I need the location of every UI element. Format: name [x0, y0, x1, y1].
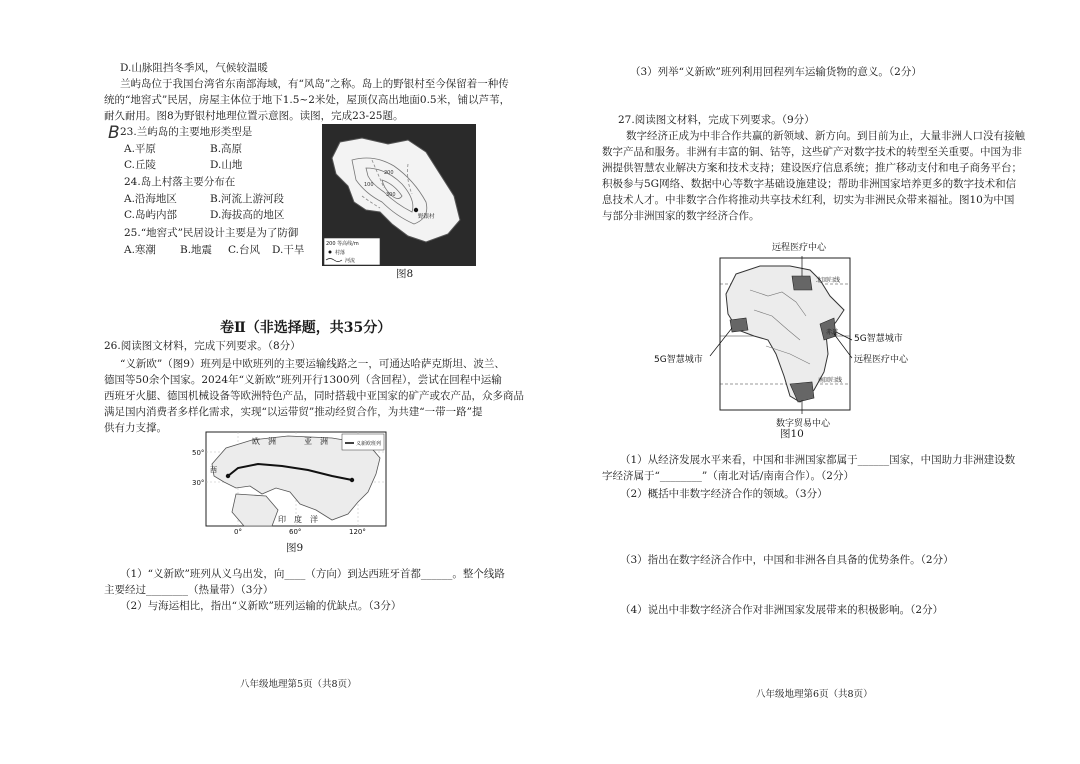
lon-120-label: 120°: [349, 528, 366, 536]
q27-para-line5: 息技术人才。中非数字合作将推动共享技术红利，切实为非洲民众带来福祉。图10为中国: [602, 194, 1015, 206]
q25-option-a: A.寒潮: [124, 244, 156, 256]
q23-option-d: D.山地: [210, 159, 243, 171]
figure-9-legend: [342, 434, 384, 450]
q26-sub1-line1: （1）“义新欧”班列从义乌出发，向____（方向）到达西班牙首都______。整个线路: [120, 568, 505, 580]
tropic-north-label: 北回归线: [816, 277, 841, 284]
q26-para-line3: 西班牙火腿、德国机械设备等欧洲特色产品，同时搭载中亚国家的矿产或农产品，众多商品: [104, 390, 524, 402]
q27-para-line6: 与部分非洲国家的数字经济合作。: [602, 210, 760, 222]
left-page-footer: 八年级地理第5页（共8页）: [240, 679, 357, 690]
figure-9-caption: 图9: [286, 542, 304, 554]
handwritten-answer-mark: B: [108, 123, 120, 143]
figure-8-caption: 图8: [396, 268, 414, 280]
digital-trade-label: 数字贸易中心: [776, 419, 831, 429]
q24-option-b: B.河流上游河段: [210, 193, 285, 205]
right-page-footer: 八年级地理第6页（共8页）: [756, 689, 873, 700]
q26-stem: 26.阅读图文材料，完成下列要求。（8分）: [104, 340, 301, 352]
q23-option-a: A.平原: [124, 143, 156, 155]
lat-50-label: 50°: [192, 449, 205, 457]
q25-option-c: C.台风: [228, 244, 260, 256]
q27-sub1-line1: （1）从经济发展水平来看，中国和非洲国家都属于______国家，中国助力非洲建设数: [620, 454, 1016, 466]
figure-8-map: [322, 124, 476, 266]
section-2-title: 卷Ⅱ（非选择题，共35分）: [220, 320, 392, 336]
figure-9-map: [192, 430, 388, 536]
q23-25-intro-line3: 耐久耐用。图8为野银村地理位置示意图。读图，完成23-25题。: [104, 110, 404, 122]
q26-sub3: （3）列举“义新欧”班列利用回程列车运输货物的意义。（2分）: [630, 66, 922, 78]
q27-para-line2: 数字产品和服务。非洲有丰富的铜、钴等，这些矿产对数字技术的转型至关重要。中国为非: [602, 146, 1022, 158]
q25-stem: 25.“地窖式”民居设计主要是为了防御: [124, 227, 299, 239]
village-label: 野银村: [418, 214, 435, 220]
lon-0-label: 0°: [234, 528, 242, 536]
q27-sub4: （4）说出中非数字经济合作对非洲国家发展带来的积极影响。（2分）: [620, 604, 944, 616]
tropic-south-label: 南回归线: [818, 377, 843, 384]
q23-25-intro-line1: 兰屿岛位于我国台湾省东南部海域，有“风岛”之称。岛上的野银村至今保留着一种传: [120, 78, 509, 90]
smart-city-label-right: 5G智慧城市: [854, 334, 903, 344]
q23-option-c: C.丘陵: [124, 159, 156, 171]
right-page: [540, 0, 1080, 764]
q26-sub2: （2）与海运相比，指出“义新欧”班列运输的优缺点。（3分）: [120, 600, 402, 612]
q24-option-d: D.海拔高的地区: [210, 209, 285, 221]
q27-sub2: （2）概括中非数字经济合作的领域。（3分）: [620, 488, 828, 500]
village-dot: [414, 208, 418, 212]
q25-option-b: B.地震: [180, 244, 213, 256]
figure-10-caption: 图10: [780, 428, 804, 440]
q26-para-line5: 供有力支撑。: [104, 422, 167, 434]
west-label: 西: [210, 466, 217, 474]
q23-stem: 23.兰屿岛的主要地形类型是: [120, 126, 253, 138]
lat-30-label: 30°: [192, 479, 205, 487]
equator-label: 赤道: [826, 329, 839, 336]
figure-10-map: [650, 236, 920, 432]
madrid-point: [226, 474, 230, 478]
q27-sub1-line2: 字经济属于“________”（南北对话/南南合作）。（2分）: [602, 470, 854, 482]
legend-contour: 200 等高线/m: [326, 241, 359, 247]
lon-60-label: 60°: [289, 528, 302, 536]
figure-8-legend: [324, 238, 380, 265]
legend-village: 村落: [335, 250, 346, 256]
q26-para-line1: “义新欧”（图9）班列是中欧班列的主要运输线路之一，可通达哈萨克斯坦、波兰、: [120, 358, 505, 370]
q27-para-line4: 积极参与5G网络、数据中心等数字基础设施建设；帮助非洲国家培养更多的数字技术和信: [602, 178, 1017, 190]
indian-ocean-label: 印 度 洋: [278, 515, 318, 524]
q27-sub3: （3）指出在数字经济合作中，中国和非洲各自具备的优势条件。（2分）: [620, 554, 954, 566]
q24-option-a: A.沿海地区: [124, 193, 177, 205]
q24-option-c: C.岛屿内部: [124, 209, 177, 221]
q23-25-intro-line2: 统的“地窖式”民居，房屋主体位于地下1.5~2米处，屋顶仅高出地面0.5米，铺以芦苇，: [104, 94, 511, 106]
west-africa-highlight: [730, 318, 748, 332]
contour-label-100: 100: [364, 182, 374, 188]
q25-option-d: D.干旱: [272, 244, 305, 256]
q22-option-d: D.山脉阻挡冬季风，气候较温暖: [120, 62, 268, 74]
q24-stem: 24.岛上村落主要分布在: [124, 176, 236, 188]
q27-stem: 27.阅读图文材料，完成下列要求。（9分）: [618, 114, 815, 126]
legend-river: 河流: [345, 258, 356, 264]
egypt-highlight: [792, 276, 812, 290]
yiwu-point: [350, 478, 354, 482]
contour-label-300: 300: [386, 192, 396, 198]
q23-option-b: B.高原: [210, 143, 243, 155]
q26-para-line4: 满足国内消费者多样化需求，实现“以运带贸”推动经贸合作，为共建“一带一路”提: [104, 406, 483, 418]
smart-city-label-left: 5G智慧城市: [654, 355, 703, 365]
legend-route-label: 义新欧班列: [356, 441, 382, 447]
q27-para-line1: 数字经济正成为中非合作共赢的新领域、新方向。到目前为止，大量非洲人口没有接触: [626, 130, 1025, 142]
q26-para-line2: 德国等50余个国家。2024年“义新欧”班列开行1300列（含回程），尝试在回程中运输: [104, 374, 502, 386]
contour-label-200: 200: [384, 170, 394, 176]
asia-label: 亚 洲: [304, 437, 328, 446]
q27-para-line3: 洲提供智慧农业解决方案和技术支持；建设医疗信息系统；推广移动支付和电子商务平台；: [602, 162, 1022, 174]
legend-village-symbol: [329, 251, 332, 254]
europe-label: 欧 洲: [252, 437, 276, 446]
remote-medical-label-1: 远程医疗中心: [772, 243, 827, 253]
remote-medical-label-2: 远程医疗中心: [854, 355, 909, 365]
q26-sub1-line2: 主要经过________（热量带）（3分）: [104, 584, 274, 596]
